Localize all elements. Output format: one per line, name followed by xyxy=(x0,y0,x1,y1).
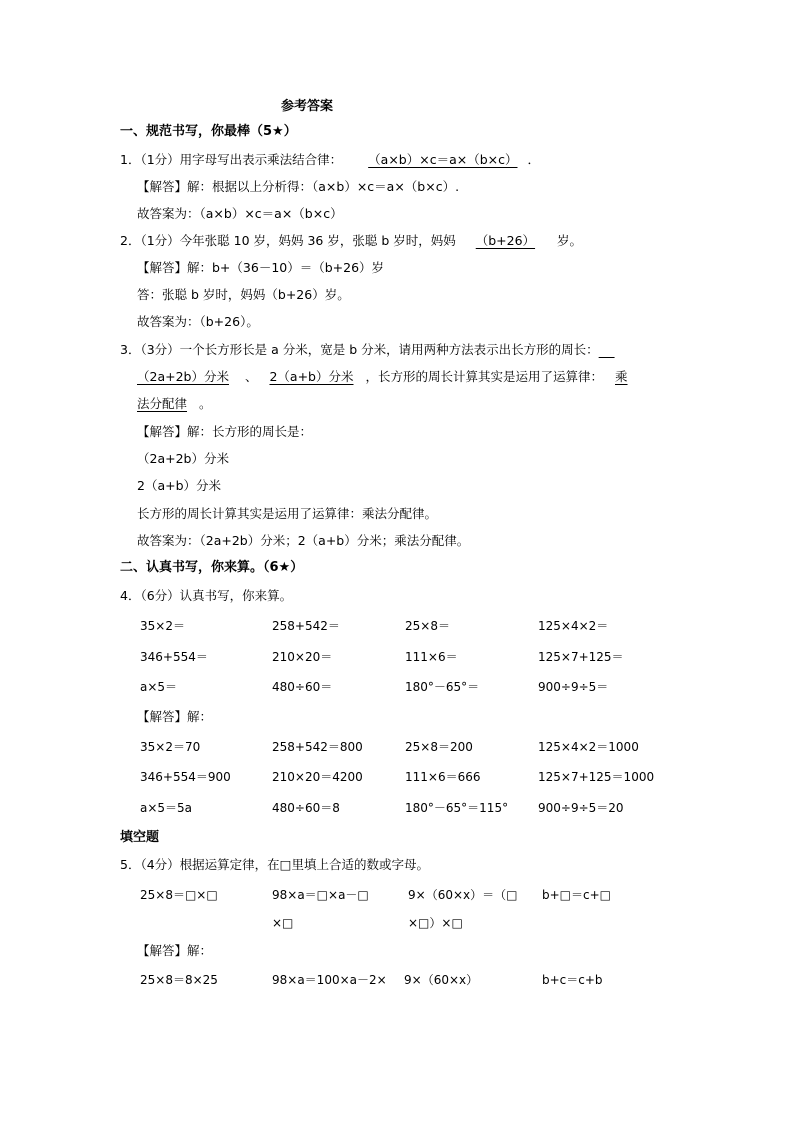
q3-line-3 xyxy=(137,395,212,413)
q2-analysis: 【解答】解：b+（36－10）＝（b+26）岁 xyxy=(137,260,385,275)
q5-item: 25×8＝□×□ xyxy=(140,888,218,902)
q4-row xyxy=(140,648,660,666)
q2-end: 岁。 xyxy=(557,233,583,248)
q3-prompt: 3．（3分）一个长方形长是 a 分米，宽是 b 分米，请用两种方法表示出长方形的周长： xyxy=(120,342,599,357)
q3-end: 。 xyxy=(199,396,212,411)
q4-answer: 900÷9÷5＝20 xyxy=(538,801,624,815)
q3-step-2: 2（a+b）分米 xyxy=(137,478,222,493)
q4-answer: 125×4×2＝1000 xyxy=(538,740,639,754)
q3-analysis: 【解答】解：长方形的周长是： xyxy=(137,424,313,439)
q4-analysis: 【解答】解： xyxy=(137,709,213,724)
q2-prompt: 2．（1分）今年张聪 10 岁，妈妈 36 岁，张聪 b 岁时，妈妈 xyxy=(120,233,456,248)
q4-answer: 180°－65°＝115° xyxy=(405,801,509,815)
q2-final: 故答案为：（b+26）。 xyxy=(137,314,259,329)
q4-item: 25×8＝ xyxy=(405,619,450,633)
q4-item: 125×7+125＝ xyxy=(538,650,624,664)
q4-row xyxy=(140,617,660,635)
q5-item: b+□＝c+□ xyxy=(542,888,612,902)
page-title: 参考答案 xyxy=(280,99,333,114)
q4-answer: 210×20＝4200 xyxy=(272,770,363,784)
q4-answer: a×5＝5a xyxy=(140,801,193,815)
q1-end: ． xyxy=(527,152,540,167)
q3-step-1: （2a+2b）分米 xyxy=(137,451,229,466)
q1-prompt-line xyxy=(120,151,540,169)
q2-prompt-line xyxy=(120,232,582,250)
q3-sep: 、 xyxy=(244,369,258,384)
q5-row xyxy=(140,886,660,904)
q5-answer-row xyxy=(140,971,660,989)
q4-answer-row xyxy=(140,738,660,756)
q3-step-3: 长方形的周长计算其实是运用了运算律：乘法分配律。 xyxy=(137,506,438,521)
q4-item: 480÷60＝ xyxy=(272,680,333,694)
q5-item: 9×（60×x）＝（□ xyxy=(408,888,518,902)
q5-prompt: 5．（4分）根据运算定律，在□里填上合适的数或字母。 xyxy=(120,857,429,872)
q4-answer: 258+542＝800 xyxy=(272,740,363,754)
q4-item: 111×6＝ xyxy=(405,650,458,664)
q5-answer: 98×a＝100×a－2× xyxy=(272,973,387,987)
q3-answer-2: 2（a+b）分米 xyxy=(269,369,354,384)
q3-line-1 xyxy=(120,341,615,359)
q4-item: 35×2＝ xyxy=(140,619,185,633)
q5-answer: 25×8＝8×25 xyxy=(140,973,218,987)
q4-row xyxy=(140,678,660,696)
q4-prompt: 4．（6分）认真书写，你来算。 xyxy=(120,588,293,603)
section-1-header: 一、规范书写，你最棒（5★） xyxy=(120,124,297,139)
q5-analysis: 【解答】解： xyxy=(137,943,213,958)
q4-answer-row xyxy=(140,799,660,817)
q2-reply: 答：张聪 b 岁时，妈妈（b+26）岁。 xyxy=(137,287,350,302)
q3-answer-3a: 乘 xyxy=(615,369,628,384)
q4-item: 210×20＝ xyxy=(272,650,333,664)
q1-answer: （a×b）×c＝a×（b×c） xyxy=(368,152,518,167)
q5-answer: 9×（60×x） xyxy=(404,973,479,987)
q5-item: ×□）×□ xyxy=(408,916,463,930)
q4-item: 125×4×2＝ xyxy=(538,619,609,633)
q5-row-continued xyxy=(140,914,660,932)
q1-prompt: 1．（1分）用字母写出表示乘法结合律： xyxy=(120,152,343,167)
q4-item: 180°－65°＝ xyxy=(405,680,480,694)
q4-answer-row xyxy=(140,768,660,786)
q4-answer: 25×8＝200 xyxy=(405,740,473,754)
q5-answer: b+c＝c+b xyxy=(542,973,603,987)
q4-item: a×5＝ xyxy=(140,680,178,694)
q3-answer-1: （2a+2b）分米 xyxy=(137,369,229,384)
q4-answer: 480÷60＝8 xyxy=(272,801,340,815)
q1-analysis: 【解答】解：根据以上分析得：（a×b）×c＝a×（b×c）. xyxy=(137,179,460,194)
section-2-header: 二、认真书写，你来算。（6★） xyxy=(120,560,304,575)
q4-answer: 125×7+125＝1000 xyxy=(538,770,655,784)
q3-answer-3b: 法分配律 xyxy=(137,396,188,411)
section-3-header: 填空题 xyxy=(120,830,160,845)
q2-answer: （b+26） xyxy=(475,233,536,248)
q5-item: 98×a＝□×a－□ xyxy=(272,888,369,902)
q4-item: 900÷9÷5＝ xyxy=(538,680,609,694)
q3-mid: ，长方形的周长计算其实是运用了运算律： xyxy=(365,369,604,384)
q4-item: 346+554＝ xyxy=(140,650,208,664)
q4-answer: 35×2＝70 xyxy=(140,740,201,754)
q3-blank-start xyxy=(599,342,615,357)
q1-final: 故答案为：（a×b）×c＝a×（b×c） xyxy=(137,206,343,221)
q4-item: 258+542＝ xyxy=(272,619,340,633)
q5-item: ×□ xyxy=(272,916,294,930)
q4-answer: 346+554＝900 xyxy=(140,770,231,784)
q4-answer: 111×6＝666 xyxy=(405,770,481,784)
q3-line-2 xyxy=(137,368,628,386)
q3-final: 故答案为：（2a+2b）分米；2（a+b）分米；乘法分配律。 xyxy=(137,533,470,548)
